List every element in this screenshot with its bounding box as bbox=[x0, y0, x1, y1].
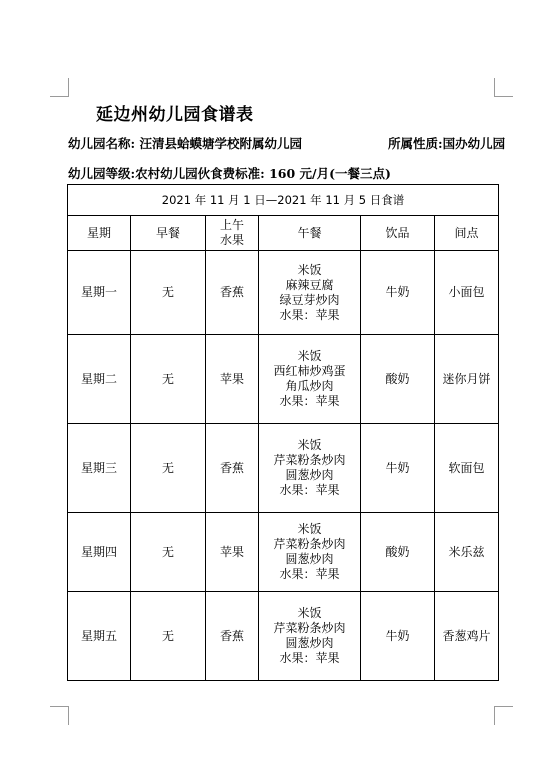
lunch-item: 圆葱炒肉 bbox=[285, 552, 334, 566]
snack-cell: 迷你月饼 bbox=[435, 335, 499, 424]
kindergarten-type bbox=[388, 134, 505, 152]
drink-cell: 牛奶 bbox=[361, 251, 435, 335]
lunch-item: 米饭 bbox=[297, 606, 322, 620]
table-row bbox=[68, 251, 499, 335]
day-cell: 星期二 bbox=[68, 335, 131, 424]
document-title: 延边州幼儿园食谱表 bbox=[96, 105, 254, 125]
fruit-cell: 香蕉 bbox=[206, 424, 259, 513]
lunch-cell bbox=[259, 251, 361, 335]
kindergarten-name: 汪清县蛤蟆塘学校附属幼儿园 bbox=[139, 136, 302, 151]
header-drink: 饮品 bbox=[361, 216, 435, 251]
lunch-item: 水果：苹果 bbox=[279, 567, 340, 581]
fruit-cell: 香蕉 bbox=[206, 592, 259, 681]
lunch-item: 圆葱炒肉 bbox=[285, 636, 334, 650]
snack-cell: 小面包 bbox=[435, 251, 499, 335]
grade-value: 农村幼儿园伙食费标准: bbox=[135, 166, 265, 181]
lunch-cell bbox=[259, 513, 361, 592]
lunch-item: 角瓜炒肉 bbox=[285, 379, 334, 393]
drink-cell: 牛奶 bbox=[361, 424, 435, 513]
header-morning-fruit-line-2: 水果 bbox=[219, 233, 244, 247]
lunch-cell bbox=[259, 335, 361, 424]
lunch-item: 芹菜粉条炒肉 bbox=[273, 537, 346, 551]
lunch-cell bbox=[259, 424, 361, 513]
header-morning-fruit bbox=[206, 216, 259, 251]
breakfast-cell: 无 bbox=[131, 251, 206, 335]
crop-mark-top-right bbox=[494, 78, 513, 97]
grade-label: 幼儿园等级: bbox=[68, 166, 136, 181]
table-row bbox=[68, 592, 499, 681]
breakfast-cell: 无 bbox=[131, 335, 206, 424]
fruit-cell: 香蕉 bbox=[206, 251, 259, 335]
drink-cell: 牛奶 bbox=[361, 592, 435, 681]
lunch-item: 水果：苹果 bbox=[279, 307, 340, 322]
kindergarten-info-line bbox=[68, 134, 506, 152]
lunch-item: 芹菜粉条炒肉 bbox=[273, 621, 346, 635]
kindergarten-grade-line bbox=[68, 164, 391, 182]
breakfast-cell: 无 bbox=[131, 424, 206, 513]
lunch-item: 米饭 bbox=[297, 522, 322, 536]
header-morning-fruit-line-1: 上午 bbox=[219, 218, 244, 232]
header-snack: 间点 bbox=[435, 216, 499, 251]
crop-mark-bottom-left bbox=[50, 706, 69, 725]
day-cell: 星期五 bbox=[68, 592, 131, 681]
day-cell: 星期四 bbox=[68, 513, 131, 592]
lunch-item: 米饭 bbox=[297, 349, 322, 363]
menu-table bbox=[67, 184, 499, 681]
date-range-cell: 2021 年 11 月 1 日—2021 年 11 月 5 日食谱 bbox=[68, 185, 499, 216]
snack-cell: 香葱鸡片 bbox=[435, 592, 499, 681]
crop-mark-bottom-right bbox=[494, 706, 513, 725]
lunch-cell bbox=[259, 592, 361, 681]
fruit-cell: 苹果 bbox=[206, 513, 259, 592]
day-cell: 星期一 bbox=[68, 251, 131, 335]
header-lunch: 午餐 bbox=[259, 216, 361, 251]
snack-cell: 软面包 bbox=[435, 424, 499, 513]
breakfast-cell: 无 bbox=[131, 513, 206, 592]
fee-value: 160 元/月(一餐三点) bbox=[269, 166, 391, 181]
drink-cell: 酸奶 bbox=[361, 335, 435, 424]
fruit-cell: 苹果 bbox=[206, 335, 259, 424]
crop-mark-top-left bbox=[50, 78, 69, 97]
lunch-item: 米饭 bbox=[297, 262, 322, 277]
lunch-item: 麻辣豆腐 bbox=[285, 277, 334, 292]
table-row bbox=[68, 424, 499, 513]
table-row bbox=[68, 335, 499, 424]
day-cell: 星期三 bbox=[68, 424, 131, 513]
snack-cell: 米乐兹 bbox=[435, 513, 499, 592]
lunch-item: 水果：苹果 bbox=[279, 483, 340, 497]
table-row bbox=[68, 513, 499, 592]
header-day: 星期 bbox=[68, 216, 131, 251]
header-breakfast: 早餐 bbox=[131, 216, 206, 251]
lunch-item: 圆葱炒肉 bbox=[285, 468, 334, 482]
date-range-row bbox=[68, 185, 499, 216]
kindergarten-type-value: 国办幼儿园 bbox=[442, 136, 506, 151]
lunch-item: 水果：苹果 bbox=[279, 651, 340, 665]
kindergarten-name-label: 幼儿园名称: bbox=[68, 136, 136, 151]
breakfast-cell: 无 bbox=[131, 592, 206, 681]
kindergarten-type-label: 所属性质: bbox=[388, 136, 443, 151]
lunch-item: 水果：苹果 bbox=[279, 394, 340, 408]
header-row bbox=[68, 216, 499, 251]
drink-cell: 酸奶 bbox=[361, 513, 435, 592]
lunch-item: 米饭 bbox=[297, 438, 322, 452]
lunch-item: 绿豆芽炒肉 bbox=[279, 292, 340, 307]
lunch-item: 西红柿炒鸡蛋 bbox=[273, 364, 346, 378]
lunch-item: 芹菜粉条炒肉 bbox=[273, 453, 346, 467]
